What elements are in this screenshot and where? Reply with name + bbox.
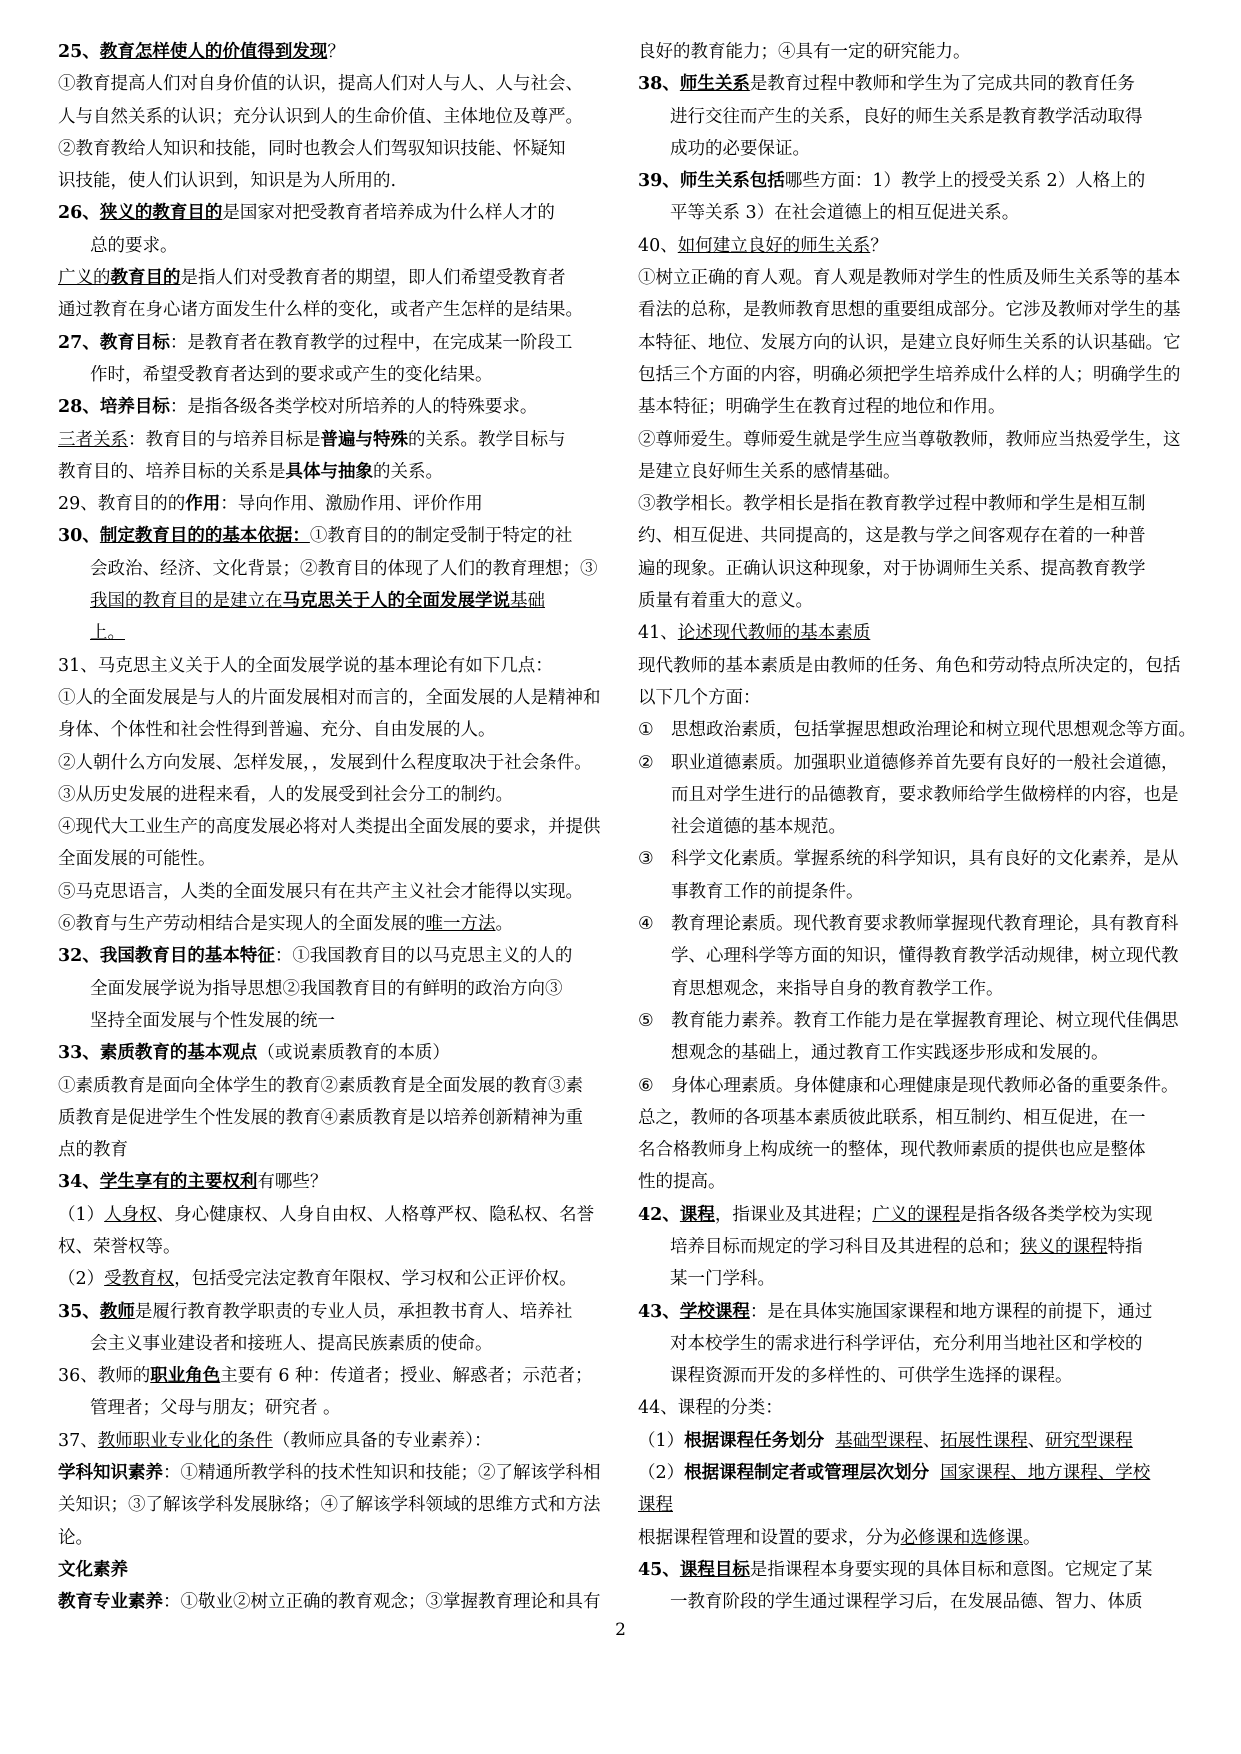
q37-heading: 37、教师职业专业化的条件（教师应具备的专业素养）： <box>58 1430 492 1451</box>
text-line: 总之，教师的各项基本素质彼此联系，相互制约、相互促进，在一 <box>638 1107 1146 1128</box>
q35-heading: 35、教师是履行教育教学职责的专业人员，承担教书育人、培养社 <box>58 1301 573 1322</box>
text-line: 权、荣誉权等。 <box>58 1236 181 1257</box>
text-line: 事教育工作的前提条件。 <box>671 881 864 902</box>
text-line: 上。 <box>90 623 125 644</box>
text-line: 某一门学科。 <box>670 1269 775 1290</box>
q43-heading: 43、学校课程：是在具体实施国家课程和地方课程的前提下，通过 <box>638 1301 1153 1322</box>
text-line: 看法的总称，是教师教育思想的重要组成部分。它涉及教师对学生的基 <box>638 300 1181 321</box>
q38-heading: 38、师生关系是教育过程中教师和学生为了完成共同的教育任务 <box>638 74 1135 95</box>
text-line: 根据课程管理和设置的要求，分为必修课和选修课。 <box>638 1527 1041 1548</box>
page-number: 2 <box>615 1620 626 1640</box>
text-line: 通过教育在身心诸方面发生什么样的变化，或者产生怎样的是结果。 <box>58 300 583 321</box>
text-line: 质量有着重大的意义。 <box>638 591 813 612</box>
text-line: 本特征、地位、发展方向的认识，是建立良好师生关系的认识基础。它 <box>638 332 1181 353</box>
text-line: 质教育是促进学生个性发展的教育④素质教育是以培养创新精神为重 <box>58 1107 583 1128</box>
text-line: 教育专业素养：①敬业②树立正确的教育观念；③掌握教育理论和具有 <box>58 1592 601 1613</box>
text-line: 关知识；③了解该学科发展脉络；④了解该学科领域的思维方式和方法 <box>58 1495 601 1516</box>
text-line: ②尊师爱生。尊师爱生就是学生应当尊敬教师，教师应当热爱学生，这 <box>638 429 1181 450</box>
q29-heading: 29、教育目的的作用：导向作用、激励作用、评价作用 <box>58 494 483 515</box>
text-line: 一教育阶段的学生通过课程学习后，在发展品德、智力、体质 <box>670 1592 1143 1613</box>
text-line: 身体、个体性和社会性得到普遍、充分、自由发展的人。 <box>58 720 496 741</box>
text-line: 识技能，使人们认识到，知识是为人所用的. <box>58 171 397 192</box>
text-line: 管理者；父母与朋友；研究者 。 <box>90 1398 341 1419</box>
q30-heading: 30、制定教育目的的基本依据：①教育目的的制定受制于特定的社 <box>58 526 573 547</box>
text-line: （2）根据课程制定者或管理层次划分 国家课程、地方课程、学校 <box>638 1463 1151 1484</box>
q39-heading: 39、师生关系包括哪些方面：1）教学上的授受关系 2）人格上的 <box>638 171 1146 192</box>
q33-heading: 33、素质教育的基本观点（或说素质教育的本质） <box>58 1043 450 1064</box>
text-line: 而且对学生进行的品德教育，要求教师给学生做榜样的内容，也是 <box>671 784 1179 805</box>
q36-heading: 36、教师的职业角色主要有 6 种：传道者；授业、解惑者；示范者； <box>58 1366 593 1387</box>
culture-literacy-heading: 文化素养 <box>58 1559 128 1580</box>
q40-heading: 40、如何建立良好的师生关系？ <box>638 235 888 256</box>
text-line: 良好的教育能力；④具有一定的研究能力。 <box>638 42 971 62</box>
text-line: 基本特征；明确学生在教育过程的地位和作用。 <box>638 397 1006 418</box>
text-line: 育思想观念，来指导自身的教育教学工作。 <box>671 978 1004 999</box>
text-line: 作时，希望受教育者达到的要求或产生的变化结果。 <box>90 364 493 385</box>
text-line: 遍的现象。正确认识这种现象，对于协调师生关系、提高教育教学 <box>638 558 1146 579</box>
q34-heading: 34、学生享有的主要权利有哪些？ <box>58 1172 328 1193</box>
text-line: 会政治、经济、文化背景；②教育目的体现了人们的教育理想；③ <box>90 558 598 579</box>
text-line: 课程资源而开发的多样性的、可供学生选择的课程。 <box>670 1366 1073 1387</box>
text-line: 三者关系：教育目的与培养目标是普遍与特殊的关系。教学目标与 <box>58 429 566 450</box>
list-item: ② 职业道德素质。加强职业道德修养首先要有良好的一般社会道德， <box>638 752 1179 773</box>
text-line: 约、相互促进、共同提高的，这是教与学之间客观存在着的一种普 <box>638 526 1146 547</box>
text-line: （1）根据课程任务划分 基础型课程、拓展性课程、研究型课程 <box>638 1430 1133 1451</box>
text-line: 性的提高。 <box>638 1172 726 1193</box>
q45-heading: 45、课程目标是指课程本身要实现的具体目标和意图。它规定了某 <box>638 1559 1153 1580</box>
text-line: 进行交往而产生的关系，良好的师生关系是教育教学活动取得 <box>670 106 1143 127</box>
q41-heading: 41、论述现代教师的基本素质 <box>638 623 871 644</box>
list-item: ⑥ 身体心理素质。身体健康和心理健康是现代教师必备的重要条件。 <box>638 1075 1179 1096</box>
list-item: ⑤ 教育能力素养。教育工作能力是在掌握教育理论、树立现代佳偶思 <box>638 1010 1179 1031</box>
text-line: ①树立正确的育人观。育人观是教师对学生的性质及师生关系等的基本 <box>638 268 1181 289</box>
q44-heading: 44、课程的分类： <box>638 1398 783 1419</box>
list-item: ① 思想政治素质，包括掌握思想政治理论和树立现代思想观念等方面。 <box>638 720 1196 741</box>
text-line: 培养目标而规定的学习科目及其进程的总和；狭义的课程特指 <box>670 1236 1143 1257</box>
q28-heading: 28、培养目标：是指各级各类学校对所培养的人的特殊要求。 <box>58 397 538 418</box>
text-line: 社会道德的基本规范。 <box>671 817 846 838</box>
text-line: 全面发展学说为指导思想②我国教育目的有鲜明的政治方向③ <box>90 978 563 999</box>
text-line: 广义的教育目的是指人们对受教育者的期望，即人们希望受教育者 <box>58 268 566 289</box>
text-line: 名合格教师身上构成统一的整体，现代教师素质的提供也应是整体 <box>638 1140 1146 1161</box>
text-line: 教育目的、培养目标的关系是具体与抽象的关系。 <box>58 461 443 482</box>
q27-heading: 27、教育目标：是教育者在教育教学的过程中，在完成某一阶段工 <box>58 332 573 353</box>
text-line: 是建立良好师生关系的感情基础。 <box>638 461 901 482</box>
text-line: ②人朝什么方向发展、怎样发展，，发展到什么程度取决于社会条件。 <box>58 752 592 773</box>
q32-heading: 32、我国教育目的基本特征：①我国教育目的以马克思主义的人的 <box>58 946 573 967</box>
q42-heading: 42、课程，指课业及其进程；广义的课程是指各级各类学校为实现 <box>638 1204 1153 1225</box>
text-line: 现代教师的基本素质是由教师的任务、角色和劳动特点所决定的，包括 <box>638 655 1181 676</box>
text-line: ①教育提高人们对自身价值的认识，提高人们对人与人、人与社会、 <box>58 74 583 95</box>
text-line: 全面发展的可能性。 <box>58 849 216 870</box>
q26-heading: 26、狭义的教育目的是国家对把受教育者培养成为什么样人才的 <box>58 203 555 224</box>
left-column <box>58 36 630 1619</box>
text-line: 对本校学生的需求进行科学评估，充分利用当地社区和学校的 <box>670 1333 1143 1354</box>
text-line: （1）人身权、身心健康权、人身自由权、人格尊严权、隐私权、名誉 <box>58 1204 595 1225</box>
text-line: 课程 <box>638 1495 673 1516</box>
text-line: 平等关系 3）在社会道德上的相互促进关系。 <box>670 203 1020 224</box>
text-line: 人与自然关系的认识；充分认识到人的生命价值、主体地位及尊严。 <box>58 106 583 127</box>
text-line: 以下几个方面： <box>638 687 761 708</box>
text-line: ⑥教育与生产劳动相结合是实现人的全面发展的唯一方法。 <box>58 914 513 935</box>
text-line: ③从历史发展的进程来看，人的发展受到社会分工的制约。 <box>58 784 513 805</box>
text-line: ③教学相长。教学相长是指在教育教学过程中教师和学生是相互制 <box>638 494 1146 515</box>
text-line: 论。 <box>58 1527 93 1548</box>
text-line: 学科知识素养：①精通所教学科的技术性知识和技能；②了解该学科相 <box>58 1463 601 1484</box>
text-line: 包括三个方面的内容，明确必须把学生培养成什么样的人；明确学生的 <box>638 364 1181 385</box>
right-column <box>638 36 1218 1619</box>
text-line: ④现代大工业生产的高度发展必将对人类提出全面发展的要求，并提供 <box>58 817 601 838</box>
text-line: 总的要求。 <box>90 235 178 256</box>
q25-heading: 25、教育怎样使人的价值得到发现？ <box>58 42 345 62</box>
text-line: 会主义事业建设者和接班人、提高民族素质的使命。 <box>90 1333 493 1354</box>
text-line: ②教育教给人知识和技能，同时也教会人们驾驭知识技能、怀疑知 <box>58 138 566 159</box>
q31-heading: 31、马克思主义关于人的全面发展学说的基本理论有如下几点： <box>58 655 553 676</box>
text-line: ①素质教育是面向全体学生的教育②素质教育是全面发展的教育③素 <box>58 1075 583 1096</box>
list-item: ③ 科学文化素质。掌握系统的科学知识，具有良好的文化素养，是从 <box>638 849 1179 870</box>
text-line: （2）受教育权，包括受完法定教育年限权、学习权和公正评价权。 <box>58 1269 577 1290</box>
text-line: 想观念的基础上，通过教育工作实践逐步形成和发展的。 <box>671 1043 1109 1064</box>
text-line: 我国的教育目的是建立在马克思关于人的全面发展学说基础 <box>90 591 545 612</box>
text-line: 点的教育 <box>58 1140 128 1161</box>
text-line: 坚持全面发展与个性发展的统一 <box>90 1010 335 1031</box>
text-line: ⑤马克思语言，人类的全面发展只有在共产主义社会才能得以实现。 <box>58 881 583 902</box>
text-line: 学、心理科学等方面的知识，懂得教育教学活动规律，树立现代教 <box>671 946 1179 967</box>
list-item: ④ 教育理论素质。现代教育要求教师掌握现代教育理论，具有教育科 <box>638 914 1179 935</box>
text-line: ①人的全面发展是与人的片面发展相对而言的，全面发展的人是精神和 <box>58 687 601 708</box>
text-line: 成功的必要保证。 <box>670 138 810 159</box>
